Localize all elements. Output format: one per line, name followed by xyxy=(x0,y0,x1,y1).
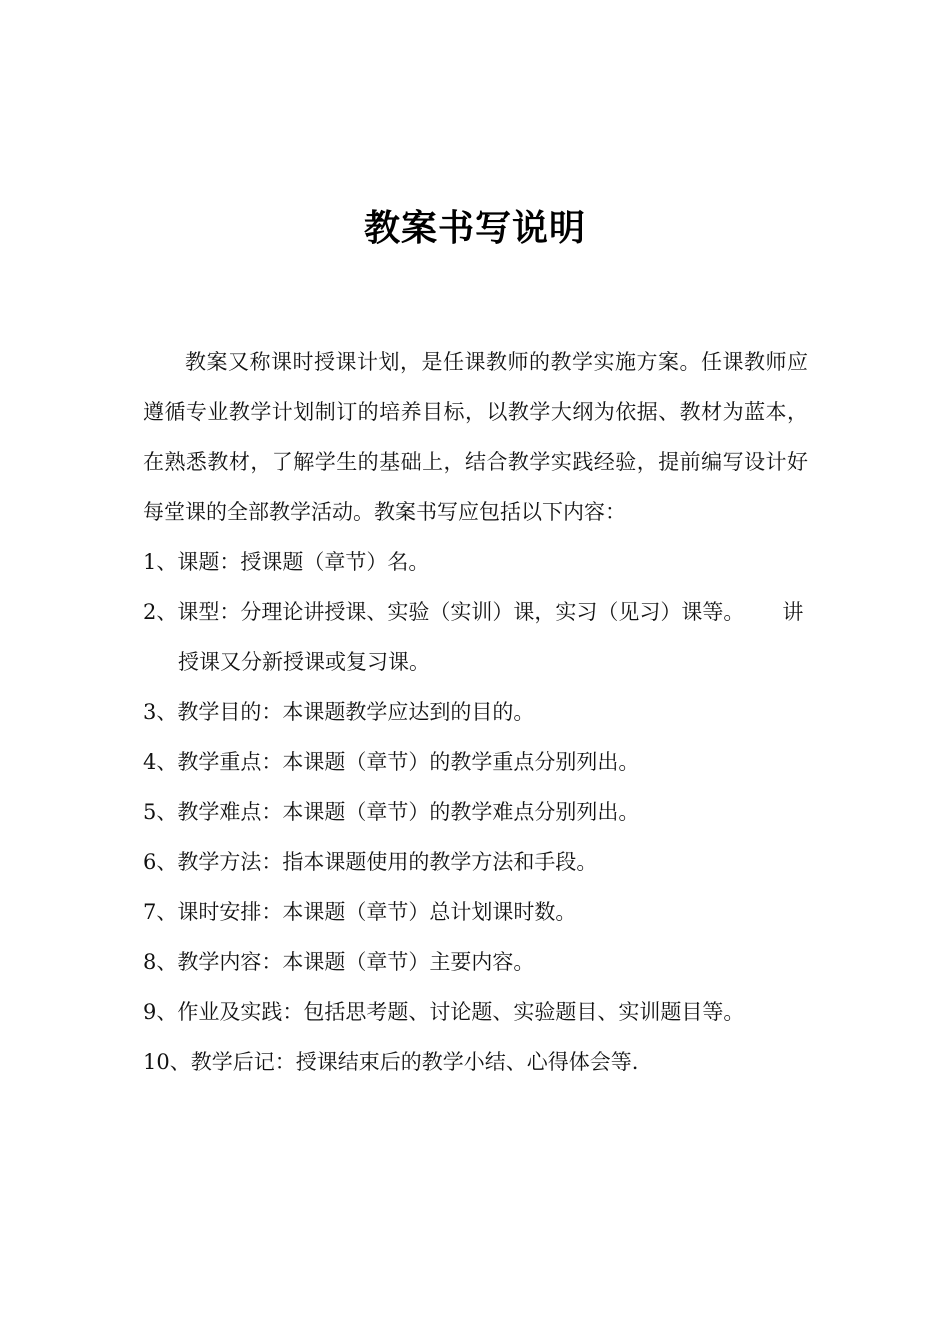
list-item-continuation: 讲授课又分新授课或复习课。 xyxy=(178,600,804,674)
intro-paragraph: 教案又称课时授课计划，是任课教师的教学实施方案。任课教师应遵循专业教学计划制订的培养目标，以教学大纲为依据、教材为蓝本，在熟悉教材，了解学生的基础上，结合教学实践经验，提前编写设计好每堂课的全部教学活动。教案书写应包括以下内容： xyxy=(143,350,808,524)
list-item: 3、教学目的：本课题教学应达到的目的。 xyxy=(143,700,535,724)
list-item: 4、教学重点：本课题（章节）的教学重点分别列出。 xyxy=(143,750,640,774)
document-title: 教案书写说明 xyxy=(363,208,586,249)
list-item: 10、教学后记：授课结束后的教学小结、心得体会等. xyxy=(143,1050,639,1074)
document-body xyxy=(143,337,808,1087)
content-list xyxy=(143,537,808,1087)
list-item-text: 2、课型：分理论讲授课、实验（实训）课，实习（见习）课等。 xyxy=(143,600,745,624)
list-item xyxy=(143,587,808,687)
list-item: 6、教学方法：指本课题使用的教学方法和手段。 xyxy=(143,850,598,874)
list-item: 8、教学内容：本课题（章节）主要内容。 xyxy=(143,950,535,974)
list-item: 9、作业及实践：包括思考题、讨论题、实验题目、实训题目等。 xyxy=(143,1000,745,1024)
list-item: 5、教学难点：本课题（章节）的教学难点分别列出。 xyxy=(143,800,640,824)
list-item: 7、课时安排：本课题（章节）总计划课时数。 xyxy=(143,900,577,924)
list-item: 1、课题：授课题（章节）名。 xyxy=(143,550,430,574)
